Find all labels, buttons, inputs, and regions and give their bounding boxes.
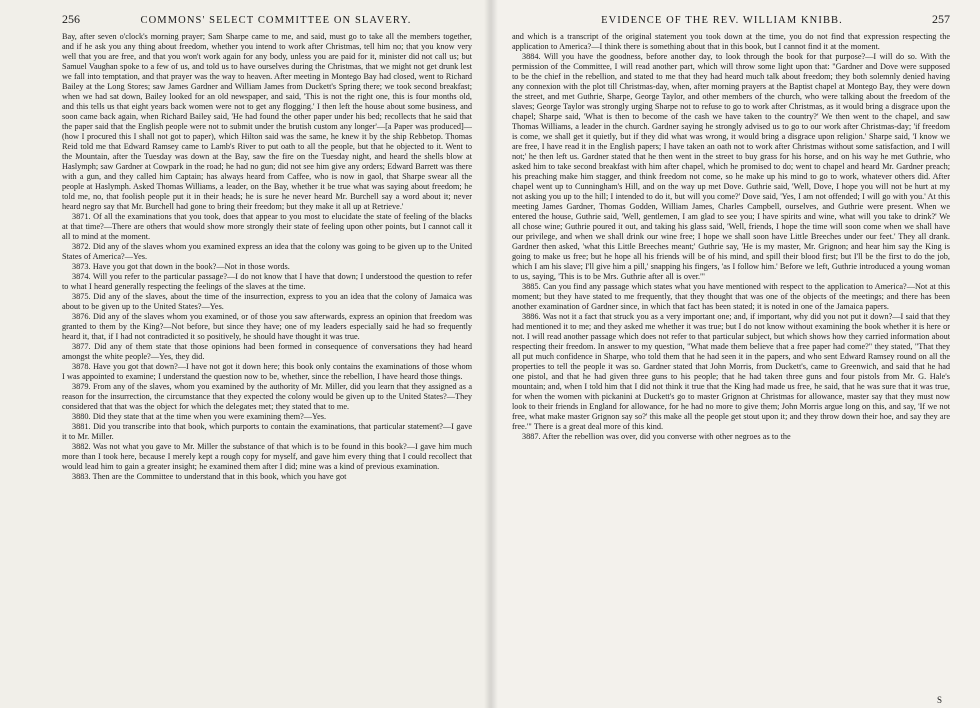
left-paragraph: 3877. Did any of them state that those opinions had been formed in consequence of conversations they had heard amongst the white people?—Yes, they did.	[62, 342, 472, 361]
right-page-number: 257	[932, 12, 950, 26]
signature-mark: S	[936, 695, 942, 705]
left-paragraph: 3876. Did any of the slaves whom you examined, or of those you saw afterwards, express an opinion that freedom was granted to them by the King?—Not before, but since they have; one of my leaders especially said he had so frequently heard it, that, if I had not contradicted it so positively, he should have thought it was true.	[62, 312, 472, 341]
left-paragraph: 3872. Did any of the slaves whom you examined express an idea that the colony was going to be given up to the United States of America?—Yes.	[62, 242, 472, 261]
left-running-title: COMMONS' SELECT COMMITTEE ON SLAVERY.	[140, 15, 412, 26]
left-paragraph: 3875. Did any of the slaves, about the time of the insurrection, express to you an idea that the colony of Jamaica was about to be given up to the United States?—Yes.	[62, 292, 472, 311]
left-paragraph: 3874. Will you refer to the particular passage?—I do not know that I have that down; I understood the question to refer to what I heard generally respecting the feelings of the slaves at the time.	[62, 272, 472, 291]
left-paragraph: 3883. Then are the Committee to understand that in this book, which you have got	[72, 472, 347, 481]
right-paragraph: 3886. Was not it a fact that struck you as a very important one; and, if important, why did you not put it down?—I said that they had mentioned it to me; and they asked me whether it was true; but I do not know without examining the book whether it is here or not. I will read another passage which does not refer to that particular subject, but which shows how they carried information about respecting their freedom. In answer to my question, "What made them believe that a free paper had come?" they stated, "That they all put much confidence in Sharpe, who told them that he had seen it in the papers, and who sent Edward Ramsey round on all the properties to tell the people it was so. Gardner stated that John Morris, from Duckett's, came to Greenwich, and said that he had one pistol, and that he had given three guns to his people; that he had taken three guns and four pistols from Mr. G. Hale's mountain; and, when I told him that I did not think it true that the King had made us free, he said, that he was sure that it was true, for when the women with pickanini at Duckett's go to master Grignon at Christmas for allowance, master say that they must now look to their friends in England for allowance, for he had no more to give them; John Morris argue long on this, and say, 'If we not free, what make master Grignon say so?' this make all the people get stout upon it; and they throw down their hoe, and say they are free.'" There is a great deal more of this kind.	[512, 312, 950, 431]
left-paragraph: 3881. Did you transcribe into that book, which purports to contain the examinations, that particular statement?—I gave it to Mr. Miller.	[62, 422, 472, 441]
right-paragraph: 3884. Will you have the goodness, before another day, to look through the book for that purpose?—I will do so. With the permission of the Committee, I will read another part, which will throw some light upon that: "Gardner and Dove were supposed to be the chief in the rebellion, and stated to me that they had heard much talk about freedom; they both solemnly denied having any connexion with the plot till Christmas-day, when, after morning prayers at the Baptist chapel at Montego Bay, they were down the street, and met Guthrie, Sharpe, George Taylor, and other members of the church, who were talking about the freedom of the slaves; George Taylor was strongly urging Sharpe not to refuse to go to work after Christmas, as it would bring a disgrace upon the chapel; Sharpe said, 'What is then to become of the cash we have taken to the country?' We then went to the chapel, and saw Thomas Williams, a leader in the church. Gardner saying he strongly advised us to go to our work after Christmas-day; 'if freedom is come, we shall get it quietly, but if they did what was wrong, it would bring a disgrace upon religion.' Sharpe said, 'I know we are free, I have read it in the English papers; I have taken an oath not to work after Christmas without some satisfaction, and I will not;' he then left us. Gardner stated that he then went in the street to buy grass for his horse, and on his way he met Guthrie, who asked him to take second breakfast with him after chapel, which he promised to do; went to chapel and heard Mr. Gardner preach; his preaching make him stagger, and think freedom not come, so he make up his mind to go to work, whatever others did. After chapel went up to Cunningham's Hill, and on the way up met Dove. Guthrie said, 'Well, Dove, I hope you will not be hurt at my not asking you up to the hill; I intended to do it, but will you come?' Dove said, 'Yes, I am not offended; I will go with you.' At this meeting James Gardner, Thomas Godden, William James, Charles Campbell, ourselves, and Guthrie were present. When we entered the house, Guthrie said, 'Well, gentlemen, I am glad to see you; I have spirits and wine, what will you take to drink?' We all chose wine; Guthrie poured it out, and taking his glass said, 'Well, friends, I hope the time will soon come when we shall have our privilege, and when we shall drink our wine free; I hope we shall soon have Little Breeches under our feet.' They all drank. Gardner then asked, 'what this Little Breeches meant;' Guthrie say, 'He is my master, Mr. Grignon; and hear him say the King is going to make us free; but he hope all his friends will be of his mind, and spill their blood first; but I'll be the first to do the job, which I am his slave; I'll give him a pill,' snapping his fingers, 'as I follow him.' Before we left, Guthrie introduced a young woman to us, saying, 'This is to be Mrs. Guthrie after all is over.'"	[512, 52, 950, 281]
left-paragraph: 3878. Have you got that down?—I have not got it down here; this book only contains the examinations of those whom I was appointed to examine; I understand the question now to be, whether, since the rebellion, I have heard those things.	[62, 362, 472, 381]
left-page-number: 256	[62, 12, 80, 26]
left-paragraph: 3879. From any of the slaves, whom you examined by the authority of Mr. Miller, did you learn that they assigned as a reason for the insurrection, the circumstance that they expected the colony would be given up to the United States?—They considered that that was the object for which the delegates met; they stated that to me.	[62, 382, 472, 411]
left-paragraph: 3880. Did they state that at the time when you were examining them?—Yes.	[72, 412, 327, 421]
left-running-head	[62, 12, 472, 27]
left-paragraph: 3882. Was not what you gave to Mr. Miller the substance of that which is to be found in this book?—I gave him much more than I took here, because I merely kept a rough copy for myself, and gave him every thing that I could recollect that would lead him to gain a greater insight; he examined them after I did; mine was a kind of previous examination.	[62, 442, 472, 471]
left-paragraph: 3871. Of all the examinations that you took, does that appear to you most to elucidate the state of feeling of the blacks at that time?—There are others that would show more strongly their state of feeling upon other points, but I cannot call it all to mind at the moment.	[62, 212, 472, 241]
left-paragraph: 3873. Have you got that down in the book?—Not in those words.	[72, 262, 290, 271]
left-paragraph: Bay, after seven o'clock's morning prayer; Sam Sharpe came to me, and said, must go to take all the members together, and if he ask you any thing about freedom, whether you intend to work after Christmas, tell him no; that you know very well that you are free, and that you won't work again for any body, unless you are paid for it, minister did not call us; but Samuel Vaughan spoke to a few of us, and told us to have ourselves during the Christmas, that we might not get drunk lest we fall into temptation, and that prayer was the way to heaven. After meeting in Montego Bay had closed, went to Richard Bailey at the Long Stores; saw James Gardner and William James from Duckett's Spring there; we took second breakfast; when we had sat down, Bailey looked for an old newspaper, and said, 'This is not the right one, this is four months old, and this tells us that eight years back women were not to get any flogging.' I then left the house about some business, and soon came back again, when Richard Bailey said, 'He had found the other paper under his bed; recollects that he said that the paper said that the English people were not to submit under the brutish custom any longer'—[a Paper was produced]—(how I procured this I shall not got to paper), which Hilton said was the same, he knew it by the ship Rebbetop. Thomas Reid told me that Edward Ramsey came to Lamb's River to put oath to all the people, but that he objected to it. Went to the Mountain, after the Tuesday was down at the Bay, saw the fire on the Tuesday night, and heard the shells blow at Haslymph; saw Gardner at Cowpark in the road; he had no gun; did not see him give any orders; Edward Barrett was there with a gun, and they called him Captain; has always heard from Caffee, who is now in gaol, that Sharpe swear all the people at Haslymph. Asked Thomas Williams, a leader, on the Bay, whether it be true what was saying about freedom; he told me, no, that foolish people put it in their heads; he is sure he never heard Mr. Burchell say a word about it; never heard negro say that Mr. Burchell had gone to bring their freedom; but they make it all up at Retrieve.'	[62, 32, 472, 211]
right-running-head	[512, 12, 950, 27]
left-page-text	[62, 32, 472, 708]
right-paragraph: 3887. After the rebellion was over, did you converse with other negroes as to the	[522, 432, 791, 441]
right-running-title: EVIDENCE OF THE REV. WILLIAM KNIBB.	[601, 15, 843, 26]
right-paragraph: 3885. Can you find any passage which states what you have mentioned with respect to the application to America?—Not at this moment; but they have stated to me frequently, that they thought that was one of the objects of the meetings; and there has been another examination of Gardner since, in which that fact has been stated; it is noted in one of the Jamaica papers.	[512, 282, 950, 311]
right-page	[490, 0, 980, 708]
right-paragraph: and which is a transcript of the original statement you took down at the time, you do not find that expression respecting the application to America?—I think there is something about that in this book, but I cannot find it at the moment.	[512, 32, 950, 51]
right-page-text	[512, 32, 950, 708]
